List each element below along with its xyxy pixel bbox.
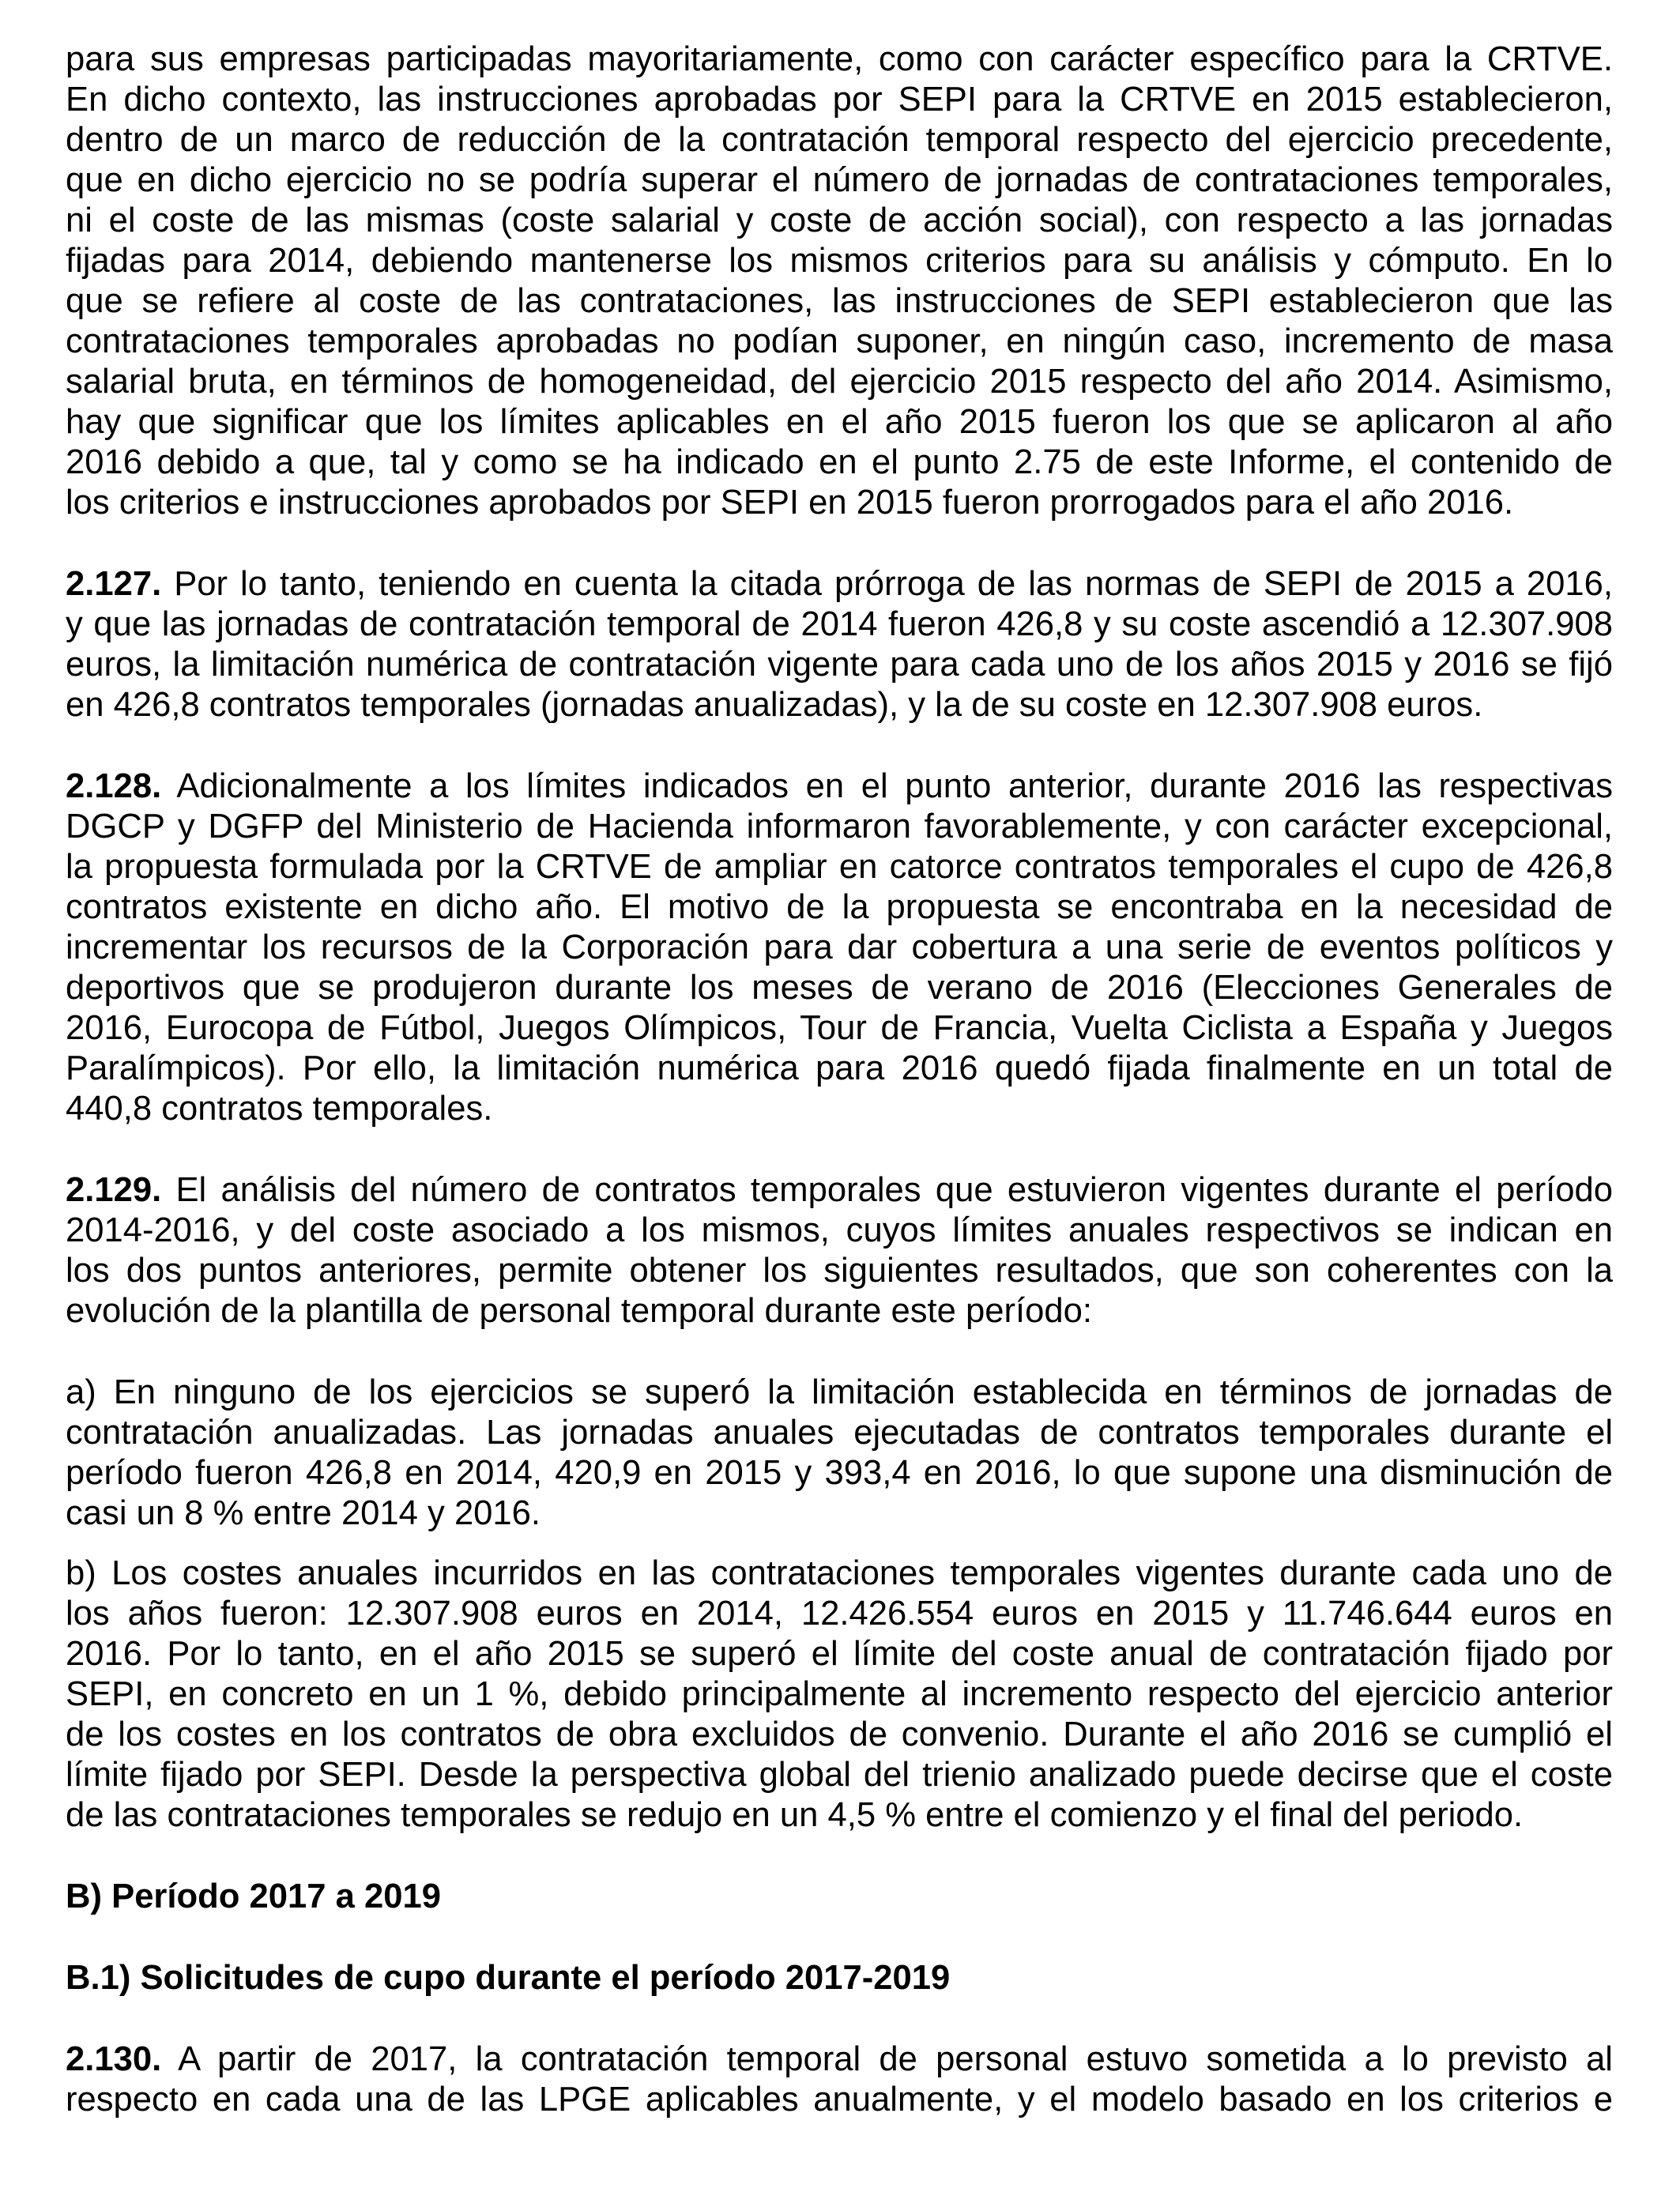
list-item-b — [66, 1554, 1613, 1836]
text-line: evolución de la plantilla de personal temporal durante este período: — [66, 1292, 1092, 1330]
text-line: límite fijado por SEPI. Desde la perspectiva global del trienio analizado puede decirse que el coste — [66, 1756, 1613, 1794]
text-line: 2016, Eurocopa de Fútbol, Juegos Olímpicos, Tour de Francia, Vuelta Ciclista a España y Juegos — [66, 1009, 1613, 1047]
text-line: fijadas para 2014, debiendo mantenerse los mismos criterios para su análisis y cómputo. En lo — [66, 242, 1613, 280]
text-line: la propuesta formulada por la CRTVE de ampliar en catorce contratos temporales el cupo de 426,8 — [66, 848, 1613, 886]
text-line — [66, 1170, 1613, 1211]
text-line: 2016 debido a que, tal y como se ha indicado en el punto 2.75 de este Informe, el contenido de — [66, 443, 1613, 481]
text-line: b) Los costes anuales incurridos en las contrataciones temporales vigentes durante cada uno de — [66, 1554, 1613, 1592]
paragraph-2-130 — [66, 2039, 1613, 2120]
text-line: contratación anualizadas. Las jornadas anuales ejecutadas de contratos temporales durante el — [66, 1414, 1613, 1452]
text-line: a) En ninguno de los ejercicios se superó la limitación establecida en términos de jornadas de — [66, 1373, 1613, 1411]
text-line: contrataciones temporales aprobadas no podían suponer, en ningún caso, incremento de masa — [66, 322, 1613, 360]
paragraph-number: 2.128. — [66, 767, 162, 805]
paragraph-2-129 — [66, 1170, 1613, 1331]
text-line: que en dicho ejercicio no se podría superar el número de jornadas de contrataciones temporales, — [66, 161, 1613, 199]
text-line: respecto en cada una de las LPGE aplicables anualmente, y el modelo basado en los criterios e — [66, 2081, 1613, 2119]
text-line: casi un 8 % entre 2014 y 2016. — [66, 1494, 541, 1532]
text-line: de las contrataciones temporales se redujo en un 4,5 % entre el comienzo y el final del periodo. — [66, 1796, 1524, 1834]
paragraph-number: 2.130. — [66, 2040, 162, 2078]
subsection-heading: B.1) Solicitudes de cupo durante el período 2017-2019 — [66, 1959, 951, 1997]
text-line: ni el coste de las mismas (coste salarial y coste de acción social), con respecto a las jornadas — [66, 201, 1613, 239]
text-line: los dos puntos anteriores, permite obtener los siguientes resultados, que son coherentes con la — [66, 1252, 1613, 1290]
text-line — [66, 766, 1613, 807]
text-line: Paralímpicos). Por ello, la limitación numérica para 2016 quedó fijada finalmente en un total de — [66, 1049, 1613, 1087]
text-line: para sus empresas participadas mayoritariamente, como con carácter específico para la CRTVE. — [66, 40, 1613, 78]
text-line — [66, 2039, 1613, 2080]
text-line: 440,8 contratos temporales. — [66, 1090, 493, 1128]
text-line: de los costes en los contratos de obra excluidos de convenio. Durante el año 2016 se cumplió el — [66, 1716, 1613, 1753]
text-line: período fueron 426,8 en 2014, 420,9 en 2015 y 393,4 en 2016, lo que supone una disminución de — [66, 1454, 1613, 1492]
text-line: 2014-2016, y del coste asociado a los mismos, cuyos límites anuales respectivos se indican en — [66, 1211, 1613, 1249]
list-item-a — [66, 1373, 1613, 1534]
text-line: incrementar los recursos de la Corporación para dar cobertura a una serie de eventos políticos y — [66, 928, 1613, 966]
paragraph-number: 2.127. — [66, 565, 162, 603]
text-line: hay que significar que los límites aplicables en el año 2015 fueron los que se aplicaron al año — [66, 403, 1613, 441]
section-heading: B) Período 2017 a 2019 — [66, 1878, 441, 1915]
text-line: que se refiere al coste de las contrataciones, las instrucciones de SEPI establecieron que las — [66, 282, 1613, 320]
paragraph-continuation — [66, 40, 1613, 523]
line-text: Por lo tanto, teniendo en cuenta la citada prórroga de las normas de SEPI de 2015 a 2016, — [174, 565, 1613, 603]
paragraph-number: 2.129. — [66, 1171, 162, 1209]
text-line: y que las jornadas de contratación temporal de 2014 fueron 426,8 y su coste ascendió a 12.307.908 — [66, 605, 1613, 643]
text-line: deportivos que se produjeron durante los meses de verano de 2016 (Elecciones Generales de — [66, 969, 1613, 1007]
text-line: dentro de un marco de reducción de la contratación temporal respecto del ejercicio precedente, — [66, 121, 1613, 159]
text-line: DGCP y DGFP del Ministerio de Hacienda informaron favorablemente, y con carácter excepcional, — [66, 808, 1613, 846]
paragraph-2-127 — [66, 564, 1613, 725]
text-line: en 426,8 contratos temporales (jornadas anualizadas), y la de su coste en 12.307.908 euros. — [66, 686, 1483, 724]
line-text: Adicionalmente a los límites indicados en el punto anterior, durante 2016 las respectivas — [176, 767, 1613, 805]
text-line: SEPI, en concreto en un 1 %, debido principalmente al incremento respecto del ejercicio anterior — [66, 1675, 1613, 1713]
line-text: A partir de 2017, la contratación temporal de personal estuvo sometida a lo previsto al — [178, 2040, 1613, 2078]
line-text: El análisis del número de contratos temporales que estuvieron vigentes durante el período — [175, 1171, 1613, 1209]
paragraph-2-128 — [66, 766, 1613, 1129]
text-line: 2016. Por lo tanto, en el año 2015 se superó el límite del coste anual de contratación fijado por — [66, 1635, 1613, 1673]
text-line: euros, la limitación numérica de contratación vigente para cada uno de los años 2015 y 2016 se fijó — [66, 646, 1613, 684]
text-line: los criterios e instrucciones aprobados por SEPI en 2015 fueron prorrogados para el año 2016. — [66, 484, 1514, 522]
text-line: los años fueron: 12.307.908 euros en 2014, 12.426.554 euros en 2015 y 11.746.644 euros en — [66, 1595, 1613, 1633]
text-line: salarial bruta, en términos de homogeneidad, del ejercicio 2015 respecto del año 2014. Asimismo, — [66, 363, 1613, 401]
text-line — [66, 564, 1613, 604]
text-line: En dicho contexto, las instrucciones aprobadas por SEPI para la CRTVE en 2015 establecieron, — [66, 81, 1613, 119]
text-line: contratos existente en dicho año. El motivo de la propuesta se encontraba en la necesidad de — [66, 888, 1613, 926]
